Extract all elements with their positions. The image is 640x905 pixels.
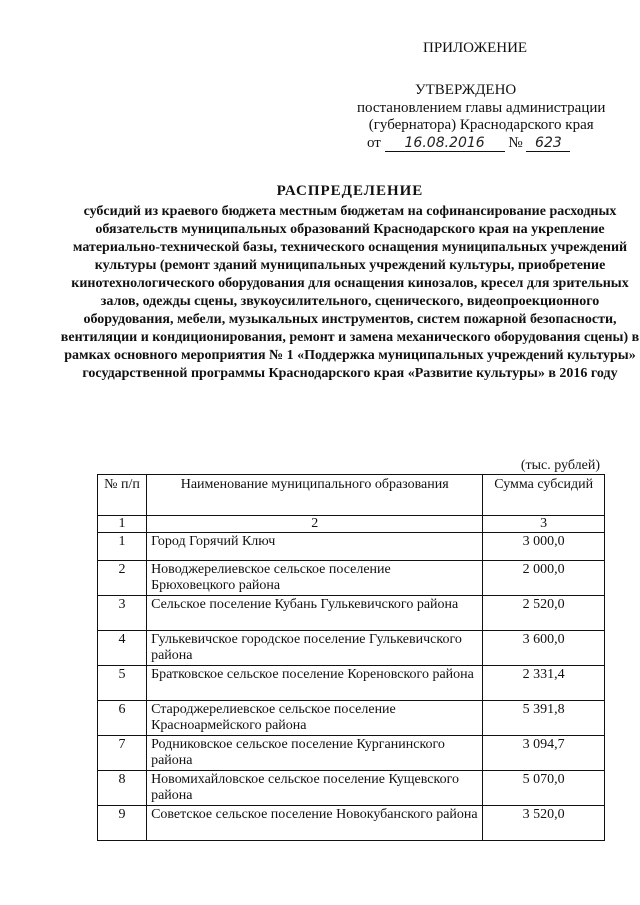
date-prefix: от — [367, 135, 381, 151]
table-row — [98, 806, 605, 841]
row-number: 4 — [98, 631, 147, 666]
row-number: 6 — [98, 701, 147, 736]
decree-reference — [357, 100, 605, 134]
column-index: 1 — [98, 516, 147, 533]
subsidy-amount: 3 000,0 — [483, 533, 605, 561]
decree-line: постановлением главы администрации — [357, 100, 606, 116]
municipality-name: Братковское сельское поселение Кореновского района — [147, 666, 483, 701]
table-row — [98, 666, 605, 701]
subsidy-amount: 2 520,0 — [483, 596, 605, 631]
table-row — [98, 533, 605, 561]
column-header-number: № п/п — [98, 475, 147, 516]
municipality-name: Город Горячий Ключ — [147, 533, 483, 561]
subsidy-amount: 5 391,8 — [483, 701, 605, 736]
subsidy-amount: 3 520,0 — [483, 806, 605, 841]
row-number: 5 — [98, 666, 147, 701]
table-header-row — [98, 475, 605, 516]
document-heading — [60, 183, 640, 383]
municipality-name: Староджерелиевское сельское поселение Красноармейского района — [147, 701, 483, 736]
column-index: 3 — [483, 516, 605, 533]
decree-line: (губернатора) Краснодарского края — [368, 117, 594, 133]
subsidy-amount: 5 070,0 — [483, 771, 605, 806]
municipality-name: Новоджерелиевское сельское поселение Брюховецкого района — [147, 561, 483, 596]
row-number: 7 — [98, 736, 147, 771]
row-number: 9 — [98, 806, 147, 841]
table-row — [98, 596, 605, 631]
municipality-name: Советское сельское поселение Новокубанского района — [147, 806, 483, 841]
table-row — [98, 631, 605, 666]
municipality-name: Новомихайловское сельское поселение Кущевского района — [147, 771, 483, 806]
unit-label: (тыс. рублей) — [520, 458, 600, 473]
municipality-name: Сельское поселение Кубань Гулькевичского района — [147, 596, 483, 631]
subsidy-amount: 2 000,0 — [483, 561, 605, 596]
column-header-sum: Сумма субсидий — [483, 475, 605, 516]
row-number: 8 — [98, 771, 147, 806]
row-number: 3 — [98, 596, 147, 631]
appendix-label: ПРИЛОЖЕНИЕ — [423, 40, 528, 56]
subsidy-amount: 3 094,7 — [483, 736, 605, 771]
municipality-name: Гулькевичское городское поселение Гулькевичского района — [147, 631, 483, 666]
subsidy-amount: 3 600,0 — [483, 631, 605, 666]
column-index: 2 — [147, 516, 483, 533]
municipality-name: Родниковское сельское поселение Курганинского района — [147, 736, 483, 771]
column-index-row — [98, 516, 605, 533]
subsidy-amount: 2 331,4 — [483, 666, 605, 701]
column-header-name: Наименование муниципального образования — [147, 475, 483, 516]
table-row — [98, 771, 605, 806]
handwritten-number: 623 — [526, 135, 570, 152]
heading-title: РАСПРЕДЕЛЕНИЕ — [276, 183, 424, 199]
approved-label: УТВЕРЖДЕНО — [415, 82, 517, 98]
table-row — [98, 561, 605, 596]
row-number: 1 — [98, 533, 147, 561]
handwritten-date: 16.08.2016 — [385, 135, 505, 152]
table-row — [98, 736, 605, 771]
number-prefix: № — [508, 135, 523, 151]
subsidy-table — [97, 474, 605, 841]
decree-date-row — [367, 135, 570, 152]
table-row — [98, 701, 605, 736]
row-number: 2 — [98, 561, 147, 596]
heading-description: субсидий из краевого бюджета местным бюджетам на софинансирование расходных обязательств муниципальных образований Краснодарского края на укрепление материально-технической базы, технического оснащения муниципальных учреждений культуры (ремонт зданий муниципальных учреждений культуры, приобретение кинотехнологического оборудования для оснащения кинозалов, кресел для зрительных залов, одежды сцены, звукоусилительного, сценического, видеопроекционного оборудования, мебели, музыкальных инструментов, систем пожарной безопасности, вентиляции и кондиционирования, ремонт и замена механического оборудования сцены) в рамках основного мероприятия № 1 «Поддержка муниципальных учреждений культуры» государственной программы Краснодарского края «Развитие культуры» в 2016 году — [60, 204, 640, 381]
